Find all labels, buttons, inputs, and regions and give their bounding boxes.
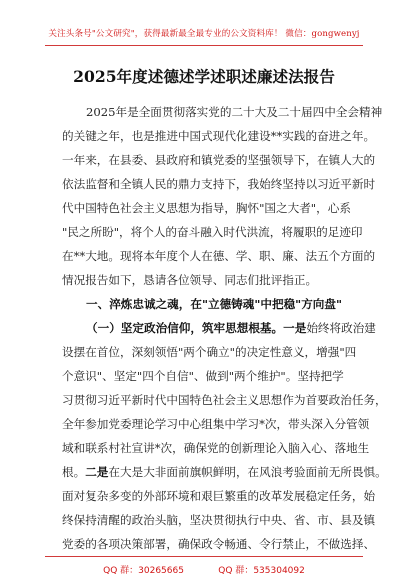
body-line: 终保持清醒的政治头脑，坚决贯彻执行中央、省、市、县及镇 [62,513,376,527]
body-line: 习贯彻习近平新时代中国特色社会主义思想作为首要政治任务， [62,393,387,407]
top-rule [45,45,363,46]
body-line: 面对复杂多变的外部环境和艰巨繁重的改革发展稳定任务，始 [62,489,376,503]
qq-group-one: QQ 群：30265665 [103,566,184,576]
body-line: "民之所盼"，将个人的奋斗融入时代洪流，将履职的足迹印 [62,225,363,239]
bottom-rule [45,556,363,557]
lead-text: 在大是大非面前旗帜鲜明，在风浪考验面前无所畏惧。 [108,465,387,479]
body-line: 域和联系村社宣讲*次，确保党的创新理论入脑入心、落地生 [62,441,370,455]
body-line: 一年来，在县委、县政府和镇党委的坚强领导下，在镇人大的 [62,153,376,167]
section-heading: 一、淬炼忠诚之魂，在"立德铸魂"中把稳"方向盘" [86,297,343,311]
line-prefix: 根。 [62,465,86,479]
subheading-line [86,320,376,336]
body-line [62,464,387,480]
body-line: 全年参加党委理论学习中心组集中学习*次，带头深入分管领 [62,417,370,431]
body-line: 在**大地。现将本年度个人在德、学、职、廉、法五个方面的 [62,249,376,263]
body-line: 情况报告如下，恳请各位领导、同志们批评指正。 [62,273,318,287]
lead-text: 始终将政治建 [306,321,376,335]
footer [0,563,408,576]
body-line: 的关键之年，也是推进中国式现代化建设**实践的奋进之年。 [62,129,376,143]
lead-marker: 二是 [85,465,109,479]
top-banner: 关注头条号"公文研究"，获得最新最全最专业的公文资料库！ 微信：gongwenyj [48,29,360,39]
body-line: 2025年是全面贯彻落实党的二十大及二十届四中全会精神 [86,105,383,119]
body-line: 个意识"、坚定"四个自信"、做到"两个维护"。坚持把学 [62,369,344,383]
body-line: 设摆在首位，深刻领悟"两个确立"的决定性意义，增强"四 [62,345,357,359]
page-title: 2025年度述德述学述职述廉述法报告 [73,67,335,86]
body-line: 党委的各项决策部署，确保政令畅通、令行禁止，不做选择、 [62,537,376,551]
subheading: （一）坚定政治信仰，筑牢思想根基。 [86,321,284,335]
body-line: 代中国特色社会主义思想为指导，胸怀"国之大者"，心系 [62,201,351,215]
body-line: 依法监督和全镇人民的鼎力支持下，我始终坚持以习近平新时 [62,177,376,191]
qq-group-two: QQ 群：535304092 [218,566,305,576]
lead-marker: 一是 [283,321,307,335]
